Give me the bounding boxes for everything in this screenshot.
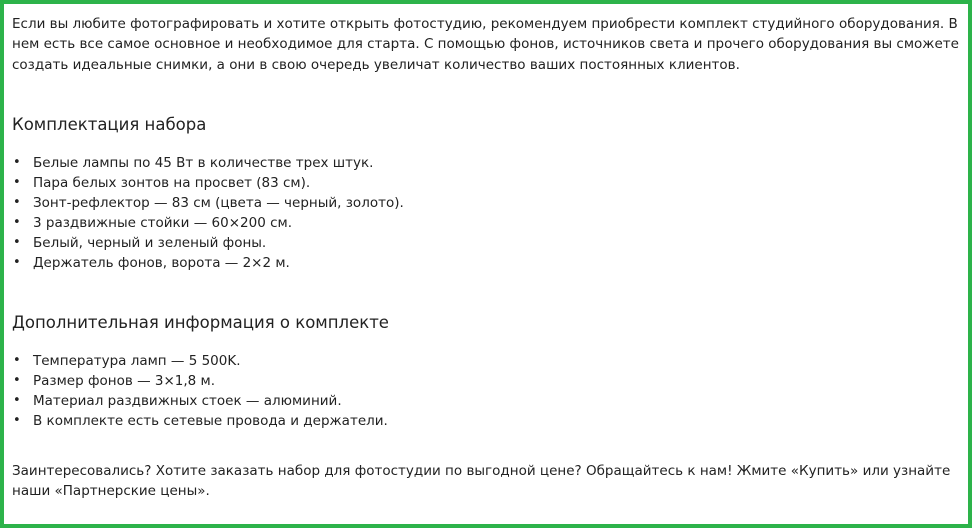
list-item: [12, 193, 962, 213]
list-item-text: В комплекте есть сетевые провода и держатели.: [33, 412, 388, 429]
list-item-text: Держатель фонов, ворота — 2×2 м.: [33, 254, 290, 271]
list-item: [12, 173, 962, 193]
list-item: [12, 411, 962, 431]
list-item-text: Температура ламп — 5 500K.: [33, 352, 241, 369]
list-item-text: Зонт-рефлектор — 83 см (цвета — черный, золото).: [33, 194, 404, 211]
kit-list: [12, 153, 962, 273]
bullet-icon: •: [13, 214, 21, 230]
list-item-text: Пара белых зонтов на просвет (83 см).: [33, 174, 311, 191]
list-item-text: Размер фонов — 3×1,8 м.: [33, 372, 216, 389]
bullet-icon: •: [13, 154, 21, 170]
bullet-icon: •: [13, 372, 21, 388]
list-item: [12, 213, 962, 233]
list-item: [12, 371, 962, 391]
description-content: [12, 14, 962, 501]
bullet-icon: •: [13, 254, 21, 270]
bullet-icon: •: [13, 174, 21, 190]
bullet-icon: •: [13, 194, 21, 210]
list-item-text: Белые лампы по 45 Вт в количестве трех штук.: [33, 154, 374, 171]
list-item: [12, 351, 962, 371]
list-item: [12, 233, 962, 253]
extra-info-list: [12, 351, 962, 431]
list-item-text: Материал раздвижных стоек — алюминий.: [33, 392, 342, 409]
list-item-text: Белый, черный и зеленый фоны.: [33, 234, 267, 251]
kit-heading: Комплектация набора: [12, 114, 207, 134]
bullet-icon: •: [13, 234, 21, 250]
intro-paragraph: Если вы любите фотографировать и хотите открыть фотостудию, рекомендуем приобрести комплект студийного оборудования. В нем есть все самое основное и необходимое для старта. С помощью фонов, источников света и прочего оборудования вы сможете создать идеальные снимки, а они в свою очередь увеличат количество ваших постоянных клиентов.: [12, 16, 959, 73]
bullet-icon: •: [13, 392, 21, 408]
extra-info-heading: Дополнительная информация о комплекте: [12, 312, 389, 332]
list-item-text: 3 раздвижные стойки — 60×200 см.: [33, 214, 292, 231]
closing-paragraph: Заинтересовались? Хотите заказать набор для фотостудии по выгодной цене? Обращайтесь к нам! Жмите «Купить» или узнайте наши «Партнерские цены».: [12, 462, 951, 500]
list-item: [12, 391, 962, 411]
bullet-icon: •: [13, 352, 21, 368]
list-item: [12, 153, 962, 173]
list-item: [12, 253, 962, 273]
bullet-icon: •: [13, 412, 21, 428]
